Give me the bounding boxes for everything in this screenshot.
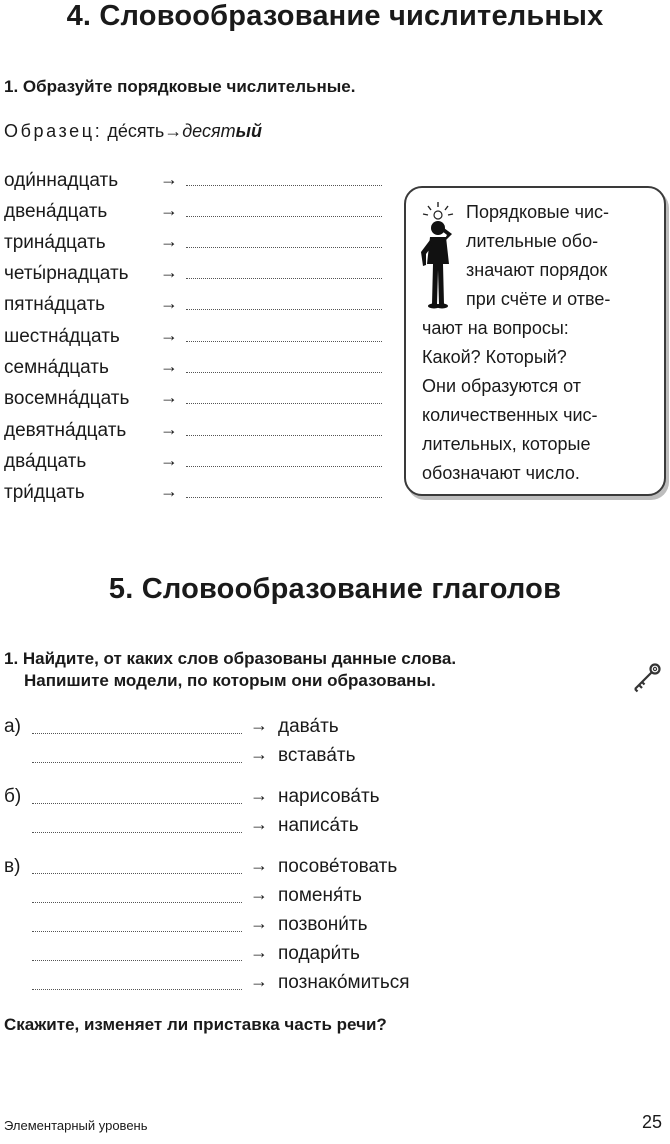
verb-row — [0, 885, 670, 913]
verb-row — [0, 815, 670, 843]
note-line: количественных чис- — [422, 405, 598, 425]
answer-blank[interactable] — [186, 278, 382, 279]
verb-word: нарисова́ть — [278, 786, 380, 807]
section-5-title: 5. Словообразование глаголов — [108, 573, 562, 605]
answer-blank[interactable] — [186, 466, 382, 467]
note-line: Они образуются от — [422, 376, 581, 396]
verb-row — [0, 914, 670, 942]
numeral-word: девятна́дцать — [4, 420, 127, 441]
verb-row — [0, 856, 670, 884]
arrow-icon: → — [250, 942, 268, 962]
arrow-icon: → — [250, 814, 268, 834]
verb-row — [0, 745, 670, 773]
page-number: 25 — [641, 1112, 662, 1132]
verb-word: подари́ть — [278, 943, 360, 964]
arrow-icon: → — [250, 715, 268, 735]
note-line: обозначают число. — [422, 463, 580, 483]
arrow-icon: → — [160, 231, 178, 251]
group-label-b: б) — [4, 786, 22, 807]
arrow-icon: → — [160, 200, 178, 220]
numeral-word: четы́рнадцать — [4, 263, 129, 284]
arrow-icon: → — [160, 356, 178, 376]
sample-result-stem: десят — [182, 121, 236, 141]
note-line: Какой? Который? — [422, 347, 567, 367]
numeral-word: пятна́дцать — [4, 294, 106, 315]
answer-blank[interactable] — [32, 762, 242, 763]
answer-blank[interactable] — [32, 873, 242, 874]
verb-word: встава́ть — [278, 745, 356, 766]
sample-source: де́сять — [107, 121, 165, 141]
verb-word: написа́ть — [278, 815, 359, 836]
answer-blank[interactable] — [32, 960, 242, 961]
group-label-v: в) — [4, 856, 21, 877]
note-line: лительных, которые — [422, 434, 591, 454]
note-line: лительные обо- — [466, 231, 599, 251]
note-line: при счёте и отве- — [466, 289, 611, 309]
task-4-1-instruction: 1. Образуйте порядковые числительные. — [4, 77, 356, 96]
answer-blank[interactable] — [32, 733, 242, 734]
answer-blank[interactable] — [32, 989, 242, 990]
task-5-1-instruction-line1: 1. Найдите, от каких слов образованы данные слова. — [4, 649, 457, 668]
answer-blank[interactable] — [32, 803, 242, 804]
verb-word: познако́миться — [278, 972, 410, 993]
arrow-icon: → — [250, 855, 268, 875]
arrow-icon: → — [160, 387, 178, 407]
answer-blank[interactable] — [186, 247, 382, 248]
answer-blank[interactable] — [186, 497, 382, 498]
numeral-word: два́дцать — [4, 451, 87, 472]
note-line: чают на вопросы: — [422, 318, 569, 338]
arrow-icon: → — [160, 419, 178, 439]
section-4-title: 4. Словообразование числительных — [66, 0, 604, 32]
verb-word: посове́товать — [278, 856, 398, 877]
arrow-icon: → — [250, 971, 268, 991]
verb-word: позвони́ть — [278, 914, 368, 935]
answer-blank[interactable] — [186, 403, 382, 404]
numeral-word: трина́дцать — [4, 232, 106, 253]
arrow-icon: → — [160, 169, 178, 189]
answer-blank[interactable] — [186, 435, 382, 436]
arrow-icon: → — [250, 785, 268, 805]
sample-line — [4, 121, 262, 142]
answer-blank[interactable] — [186, 372, 382, 373]
numeral-word: оди́ннадцать — [4, 170, 119, 191]
group-label-a: а) — [4, 716, 21, 737]
arrow-icon: → — [250, 913, 268, 933]
arrow-icon: → — [160, 481, 178, 501]
sample-label: Образец: — [4, 121, 103, 141]
arrow-icon: → — [160, 450, 178, 470]
answer-blank[interactable] — [186, 341, 382, 342]
numeral-word: семна́дцать — [4, 357, 109, 378]
answer-blank[interactable] — [32, 832, 242, 833]
verb-word: дава́ть — [278, 716, 339, 737]
note-line: значают порядок — [466, 260, 608, 280]
verb-row — [0, 786, 670, 814]
task-5-1-instruction-line2: Напишите модели, по которым они образованы. — [24, 671, 436, 690]
answer-blank[interactable] — [32, 902, 242, 903]
thinking-figure-icon — [414, 200, 462, 312]
verb-word: поменя́ть — [278, 885, 362, 906]
answer-blank[interactable] — [186, 309, 382, 310]
verb-row — [0, 716, 670, 744]
numeral-word: восемна́дцать — [4, 388, 130, 409]
answer-blank[interactable] — [32, 931, 242, 932]
numeral-word: двена́дцать — [4, 201, 108, 222]
note-line: Порядковые чис- — [466, 202, 610, 222]
answer-blank[interactable] — [186, 185, 382, 186]
arrow-icon: → — [160, 325, 178, 345]
verb-row — [0, 943, 670, 971]
prefix-question: Скажите, изменяет ли приставка часть речи? — [4, 1015, 387, 1034]
answer-blank[interactable] — [186, 216, 382, 217]
verb-row — [0, 972, 670, 1000]
numeral-word: шестна́дцать — [4, 326, 120, 347]
arrow-icon: → — [250, 884, 268, 904]
sample-arrow: → — [164, 121, 183, 141]
footer-level: Элементарный уровень — [4, 1118, 148, 1133]
sample-result-ending: ый — [235, 121, 262, 141]
numeral-word: три́дцать — [4, 482, 85, 503]
grammar-note-box — [404, 186, 666, 496]
arrow-icon: → — [250, 744, 268, 764]
arrow-icon: → — [160, 293, 178, 313]
arrow-icon: → — [160, 262, 178, 282]
key-icon — [630, 660, 664, 694]
